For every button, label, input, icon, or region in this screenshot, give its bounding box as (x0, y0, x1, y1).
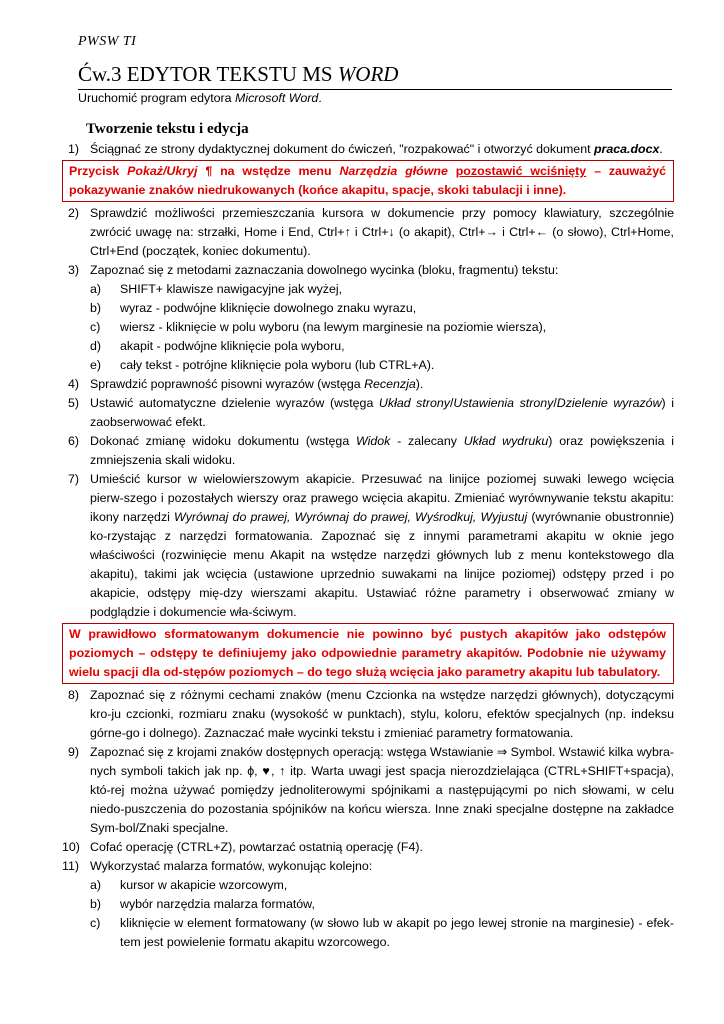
box1-p6: pozostawić wciśnięty (455, 164, 587, 178)
sub-text: akapit - podwójne kliknięcie pola wyboru, (120, 339, 345, 353)
title-underline (78, 89, 672, 90)
item5-sep-2: / (553, 396, 557, 410)
box1-p7: – zauważyć pokazywanie znaków niedrukowanych (końce akapitu, spacje, skoki tabulacji i inne). (69, 164, 666, 197)
item-number: 10) (62, 840, 80, 854)
box1-p3: na wstędze menu (212, 164, 340, 178)
item5-path-2: Ustawienia strony (453, 396, 554, 410)
title-prefix: Ćw.3 EDYTOR TEKSTU MS (78, 62, 338, 86)
sub-label: b) (90, 301, 102, 315)
sub-item (90, 356, 674, 375)
exercise-list (62, 140, 674, 952)
list-item-4 (62, 375, 674, 394)
item-number: 3) (68, 263, 80, 277)
sub-text: kursor w akapicie wzorcowym, (120, 878, 288, 892)
box1-p1: Przycisk (69, 164, 128, 178)
sub-item (90, 337, 674, 356)
note-box-formatting: W prawidłowo sformatowanym dokumencie nie powinno być pustych akapitów jako odstępów poziomych – odstępy te definiujemy jako odpowiednie parametry akapitów. Podobnie nie używamy wielu spacji dla od-stępów poziomych – do tego służą wcięcia jako parametry akapitu lub tabulatory. (62, 623, 674, 684)
item6-pre: Dokonać zmianę widoku dokumentu (wstęga (90, 434, 356, 448)
sub-label: c) (90, 916, 101, 930)
intro-post: . (318, 91, 322, 105)
item2-text: Sprawdzić możliwości przemieszczania kursora w dokumencie przy pomocy klawiatury, szczególnie zwrócić uwagę na: strzałki, Home i End, Ctrl+↑ i Ctrl+↓ (o akapit), Ctrl+→ i Ctrl+← (o słowo), Ctrl+Home, Ctrl+End (początek, koniec dokumentu). (90, 206, 674, 258)
item6-post: ) oraz powiększenia i zmniejszenia skali widoku. (90, 434, 674, 467)
sub-text: kliknięcie w element formatowany (w słowo lub w akapit po jego lewej stronie na marginesie) - efek-tem jest powielenie formatu akapitu wzorcowego. (120, 916, 674, 949)
item11-text: Wykorzystać malarza formatów, wykonując kolejno: (90, 859, 373, 873)
item5-path-3: Dzielenie wyrazów (556, 396, 662, 410)
item8-text: Zapoznać się z różnymi cechami znaków (menu Czcionka na wstędze narzędzi głównych), dotyczącymi kro-ju czcionki, rozmiaru znaku (wysokość w punktach), stylu, koloru, efektów specjalnych (np. indeksu górne-go i dolnego). Zaznaczać małe wycinki tekstu i zmieniać parametry formatowania. (90, 688, 674, 740)
running-header: PWSW TI (78, 34, 137, 49)
item5-path-1: Układ strony (378, 396, 450, 410)
box1-p2: Pokaż/Ukryj ¶ (127, 164, 213, 178)
sub-label: c) (90, 320, 101, 334)
item-number: 7) (68, 472, 80, 486)
list-item-7 (62, 470, 674, 622)
list-item-10 (62, 838, 674, 857)
item-number: 9) (68, 745, 80, 759)
intro-text (78, 91, 322, 105)
list-item-3 (62, 261, 674, 375)
intro-pre: Uruchomić program edytora (78, 91, 236, 105)
item10-text: Cofać operację (CTRL+Z), powtarzać ostatnią operację (F4). (90, 840, 423, 854)
title-word: WORD (337, 62, 399, 86)
box1-p5 (448, 164, 456, 178)
list-item-6 (62, 432, 674, 470)
list-item-2 (62, 204, 674, 261)
item-number: 8) (68, 688, 80, 702)
page-title (78, 62, 398, 87)
sub-text: cały tekst - potrójne kliknięcie pola wyboru (lub CTRL+A). (120, 358, 435, 372)
sub-item (90, 876, 674, 895)
item1-file: praca.docx (593, 142, 660, 156)
item7-tools: Wyrównaj do prawej, Wyrównaj do prawej, Wyśrodkuj, Wyjustuj (174, 510, 528, 524)
item5-sep-1: / (449, 396, 454, 410)
item3-text: Zapoznać się z metodami zaznaczania dowolnego wycinka (bloku, fragmentu) tekstu: (90, 263, 559, 277)
item-number: 4) (68, 377, 80, 391)
item1-post: . (659, 142, 663, 156)
item-number: 1) (68, 142, 80, 156)
item4-pre: Sprawdzić poprawność pisowni wyrazów (wstęga (90, 377, 365, 391)
item1-text: Ściągnać ze strony dydaktycznej dokument do ćwiczeń, "rozpakować" i otworzyć dokument (90, 142, 594, 156)
sub-label: e) (90, 358, 102, 372)
item6-mid: - zalecany (390, 434, 464, 448)
item5-post: ) i zaobserwować efekt. (90, 396, 674, 429)
sub-label: d) (90, 339, 102, 353)
sub-item (90, 280, 674, 299)
item7-text-1: Umieścić kursor w wielowierszowym akapicie. Przesuwać na linijce poziomej suwaki lewego wcięcia pierw-szego i pozostałych wierszy oraz prawego wcięcia akapitu. Zmieniać wyrównywanie tekstu akapitu: ikony narzędzi (90, 472, 674, 524)
sub-item (90, 895, 674, 914)
item4-post: ). (415, 377, 424, 391)
note-box-show-hide (62, 160, 674, 202)
item7-text-2: (wyrównanie obustronnie) ko-rzystając z narzędzi formatowania. Zapoznać się z innymi parametrami akapitu w oknie jego właściwości (rozwinięcie menu Akapit na wstędze narzędzi głównych lub z menu kontekstowego dla akapitu), takimi jak wcięcia (ustawione uprzednio suwakami na linijce poziomej) odstępy przed i po akapicie, odstępy mię-dzy wierszami akapitu. Ustawiać różne parametry i obserwować zmiany w podglądzie i dokumencie wła-ściwym. (90, 510, 674, 619)
sub-item (90, 914, 674, 952)
item-number: 5) (68, 396, 80, 410)
list-item-8 (62, 686, 674, 743)
item6-ribbon: Widok (356, 434, 391, 448)
item5-pre: Ustawić automatyczne dzielenie wyrazów (wstęga (90, 396, 379, 410)
item9-text: Zapoznać się z krojami znaków dostępnych operacją: wstęga Wstawianie ⇒ Symbol. Wstawić kilka wybra-nych symboli takich jak np. ϕ, ♥, ↑ itp. Warta uwagi jest spacja nierozdzielająca (CTRL+SHIFT+spacja), któ-rej można używać pomiędzy jednoliterowymi spójnikami a następującymi po nich słowami, w celu niedo-puszczenia do pozostania spójników na końcu wiersza. Inne znaki specjalne dostępne na zakładce Sym-bol/Znaki specjalne. (90, 745, 674, 835)
list-item-1 (62, 140, 674, 159)
sub-label: a) (90, 282, 102, 296)
sub-label: a) (90, 878, 102, 892)
sub-text: wyraz - podwójne kliknięcie dowolnego znaku wyrazu, (120, 301, 417, 315)
item6-layout: Układ wydruku (463, 434, 549, 448)
sub-label: b) (90, 897, 102, 911)
section-heading: Tworzenie tekstu i edycja (86, 121, 249, 137)
intro-app: Microsoft Word (235, 91, 319, 105)
list-item-5 (62, 394, 674, 432)
item4-ribbon: Recenzja (364, 377, 416, 391)
list-item-11 (62, 857, 674, 952)
sub-item (90, 318, 674, 337)
box1-p4: Narzędzia główne (339, 164, 448, 178)
sub-text: wybór narzędzia malarza formatów, (120, 897, 315, 911)
sub-text: SHIFT+ klawisze nawigacyjne jak wyżej, (120, 282, 343, 296)
list-item-9 (62, 743, 674, 838)
sub-text: wiersz - kliknięcie w polu wyboru (na lewym marginesie na poziomie wiersza), (120, 320, 547, 334)
item-number: 6) (68, 434, 80, 448)
item-number: 2) (68, 206, 80, 220)
item-number: 11) (62, 859, 79, 873)
sub-item (90, 299, 674, 318)
